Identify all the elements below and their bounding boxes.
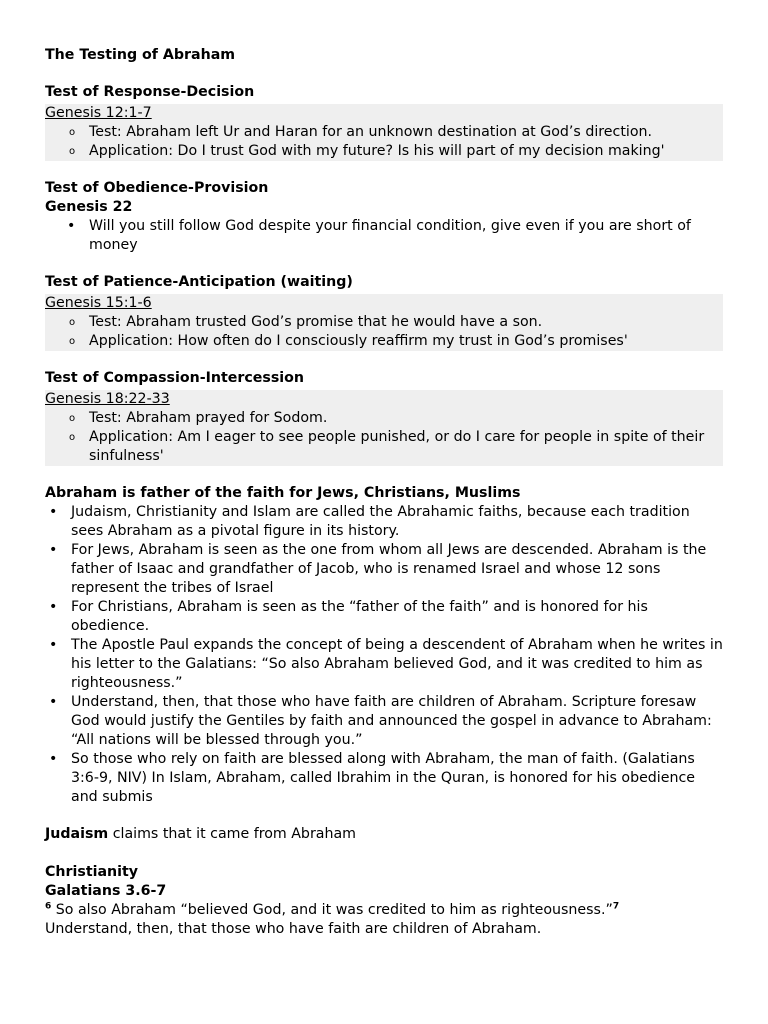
section-patience-anticipation	[45, 273, 725, 351]
list-item: • Understand, then, that those who have faith are children of Abraham. Scripture foresaw God would justify the Gentiles by faith and announced the gospel in advance to Abraham: “All nations will be blessed through you.”	[45, 693, 725, 750]
scripture-reference: Genesis 12:1-7	[45, 105, 152, 121]
list-item: o Test: Abraham prayed for Sodom.	[45, 409, 723, 428]
section-subtitle: Genesis 22	[45, 199, 133, 215]
scripture-reference: Genesis 15:1-6	[45, 295, 152, 311]
section-title: Test of Obedience-Provision	[45, 180, 269, 196]
bullet-list	[45, 217, 725, 255]
section-title: Test of Patience-Anticipation (waiting)	[45, 274, 353, 290]
list-item: • The Apostle Paul expands the concept of being a descendent of Abraham when he writes in his letter to the Galatians: “So also Abraham believed God, and it was credited to him as righteousness.”	[45, 636, 725, 693]
list-item: • So those who rely on faith are blessed along with Abraham, the man of faith. (Galatians 3:6-9, NIV) In Islam, Abraham, called Ibrahim in the Quran, is honored for his obedience and submis	[45, 750, 725, 807]
judaism-label: Judaism	[45, 826, 109, 842]
section-subtitle: Galatians 3.6-7	[45, 883, 167, 899]
verse-text: So also Abraham “believed God, and it was credited to him as righteousness.”	[51, 902, 613, 918]
list-item: o Test: Abraham trusted God’s promise that he would have a son.	[45, 313, 723, 332]
shaded-block	[45, 390, 723, 466]
section-father-of-faith	[45, 484, 725, 807]
document-title: The Testing of Abraham	[45, 47, 236, 63]
scripture-reference: Genesis 18:22-33	[45, 391, 170, 407]
sub-list	[45, 123, 723, 161]
bullet-list	[45, 503, 725, 807]
list-item: • Judaism, Christianity and Islam are called the Abrahamic faiths, because each tradition sees Abraham as a pivotal figure in its history.	[45, 503, 725, 541]
verse-line: Understand, then, that those who have faith are children of Abraham.	[45, 921, 542, 937]
shaded-block	[45, 294, 723, 351]
sub-list	[45, 313, 723, 351]
shaded-block	[45, 104, 723, 161]
judaism-text: claims that it came from Abraham	[108, 826, 356, 842]
list-item: • For Christians, Abraham is seen as the “father of the faith” and is honored for his obedience.	[45, 598, 725, 636]
section-compassion-intercession	[45, 369, 725, 466]
section-title: Christianity	[45, 864, 139, 880]
section-obedience-provision	[45, 179, 725, 255]
section-christianity	[45, 863, 725, 939]
list-item: o Test: Abraham left Ur and Haran for an unknown destination at God’s direction.	[45, 123, 723, 142]
section-title: Abraham is father of the faith for Jews, Christians, Muslims	[45, 485, 521, 501]
verse-number: 7	[612, 901, 620, 912]
section-title: Test of Response-Decision	[45, 84, 255, 100]
document-page	[45, 46, 725, 939]
list-item: o Application: Am I eager to see people punished, or do I care for people in spite of their sinfulness'	[45, 428, 723, 466]
judaism-paragraph	[45, 825, 725, 844]
list-item: • Will you still follow God despite your financial condition, give even if you are short of money	[45, 217, 725, 255]
list-item: o Application: How often do I consciously reaffirm my trust in God’s promises'	[45, 332, 723, 351]
verse-line	[45, 901, 725, 920]
section-response-decision	[45, 83, 725, 161]
sub-list	[45, 409, 723, 466]
list-item: o Application: Do I trust God with my future? Is his will part of my decision making'	[45, 142, 723, 161]
list-item: • For Jews, Abraham is seen as the one from whom all Jews are descended. Abraham is the father of Isaac and grandfather of Jacob, who is renamed Israel and whose 12 sons represent the tribes of Israel	[45, 541, 725, 598]
verse-number: 6	[45, 901, 52, 912]
section-title: Test of Compassion-Intercession	[45, 370, 305, 386]
